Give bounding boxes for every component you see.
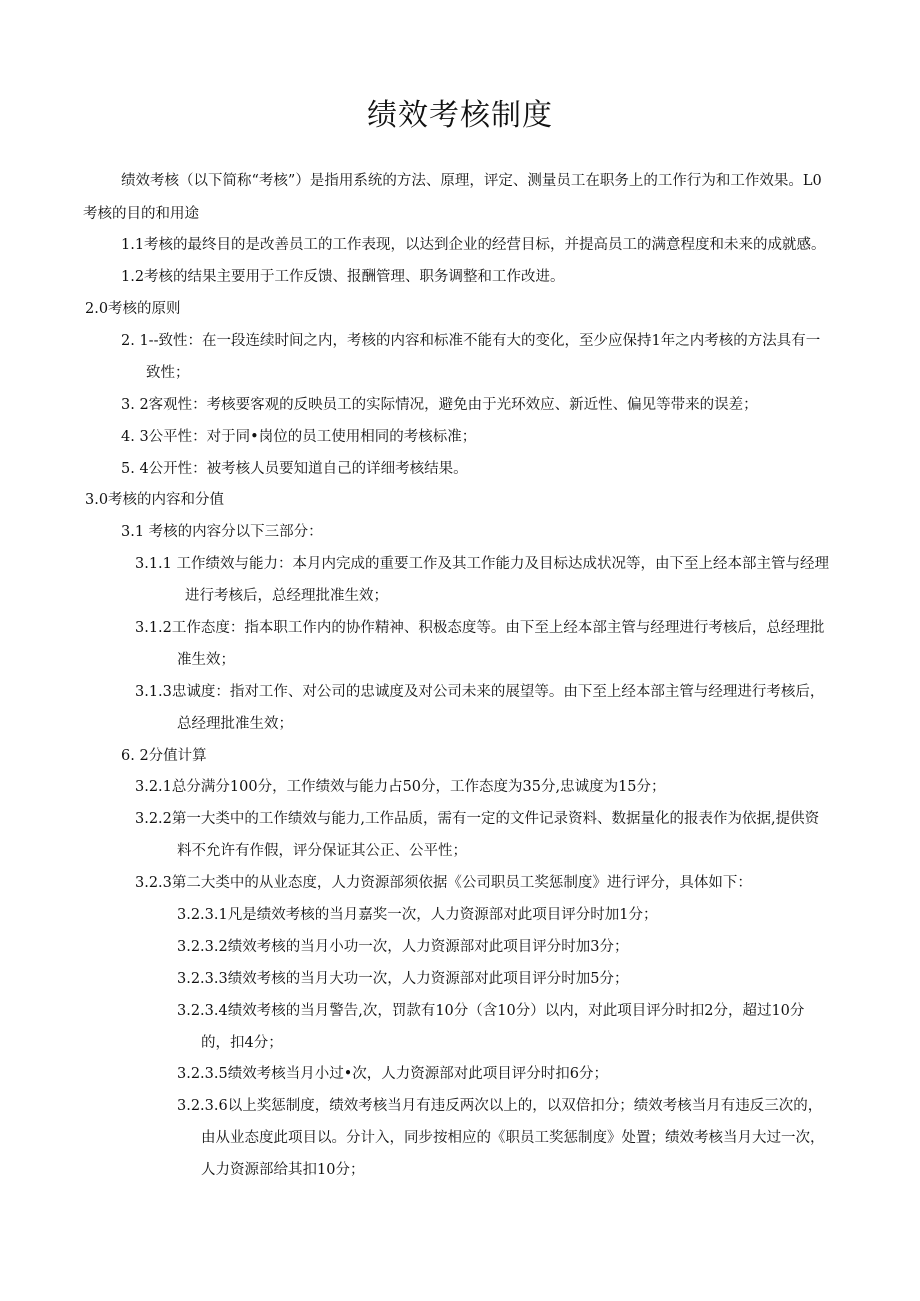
clause-3-2-3-4: 3.2.3.4绩效考核的当月警告,次，罚款有10分（含10分）以内，对此项目评分时扣2分，超过10分 xyxy=(177,1003,805,1019)
clause-2-3: 4. 3公平性：对于同•岗位的员工使用相同的考核标准； xyxy=(121,429,477,445)
clause-3-2-3-6: 3.2.3.6以上奖惩制度，绩效考核当月有违反两次以上的，以双倍扣分；绩效考核当月有违反三次的， xyxy=(177,1098,823,1114)
clause-3-1-1-continued: 进行考核后，总经理批准生效； xyxy=(185,588,388,604)
clause-2-4: 5. 4公开性：被考核人员要知道自己的详细考核结果。 xyxy=(121,461,468,477)
clause-3-2-3-6-continued-1: 由从业态度此项目以。分计入，同步按相应的《职员工奖惩制度》处置；绩效考核当月大过一次， xyxy=(201,1130,825,1146)
clause-2-2: 3. 2客观性：考核要客观的反映员工的实际情况，避免由于光环效应、新近性、偏见等带来的误差； xyxy=(121,397,758,413)
section-heading-content: 3.0考核的内容和分值 xyxy=(85,492,225,508)
clause-1-1: 1.1考核的最终目的是改善员工的工作表现，以达到企业的经营目标，并提高员工的满意程度和未来的成就感。 xyxy=(121,237,826,253)
section-heading-principles: 2.0考核的原则 xyxy=(85,301,181,317)
clause-3-2-3-1: 3.2.3.1凡是绩效考核的当月嘉奖一次，人力资源部对此项目评分时加1分； xyxy=(177,907,658,923)
intro-paragraph-line: 绩效考核（以下简称“考核”）是指用系统的方法、原理，评定、测量员工在职务上的工作行为和工作效果。L0 xyxy=(121,173,822,189)
clause-3-1-3: 3.1.3忠诚度：指对工作、对公司的忠诚度及对公司未来的展望等。由下至上经本部主管与经理进行考核后， xyxy=(135,684,825,700)
section-heading-purpose: 考核的目的和用途 xyxy=(83,206,199,222)
clause-3-2-3-6-continued-2: 人力资源部给其扣10分； xyxy=(201,1162,365,1178)
clause-3-2-3-4-continued: 的，扣4分； xyxy=(201,1035,283,1051)
clause-2-1: 2. 1--致性：在一段连续时间之内，考核的内容和标准不能有大的变化，至少应保持1年之内考核的方法具有一 xyxy=(121,333,821,349)
clause-3-2-1: 3.2.1总分满分100分，工作绩效与能力占50分，工作态度为35分,忠诚度为15分； xyxy=(135,779,666,795)
clause-3-1: 3.1 考核的内容分以下三部分： xyxy=(121,524,323,540)
clause-2-1-continued: 致性； xyxy=(146,365,190,381)
clause-3-1-1: 3.1.1 工作绩效与能力：本月内完成的重要工作及其工作能力及目标达成状况等，由下至上经本部主管与经理 xyxy=(135,556,829,572)
clause-3-2-2-continued: 料不允许有作假，评分保证其公正、公平性； xyxy=(177,843,467,859)
clause-3-1-3-continued: 总经理批准生效； xyxy=(177,716,293,732)
clause-3-2-3-5: 3.2.3.5绩效考核当月小过•次，人力资源部对此项目评分时扣6分； xyxy=(177,1066,609,1082)
document-title: 绩效考核制度 xyxy=(367,98,553,133)
clause-1-2: 1.2考核的结果主要用于工作反馈、报酬管理、职务调整和工作改进。 xyxy=(121,269,565,285)
clause-3-2-3: 3.2.3第二大类中的从业态度，人力资源部须依据《公司职员工奖惩制度》进行评分，具体如下： xyxy=(135,875,752,891)
clause-3-1-2: 3.1.2工作态度：指本职工作内的协作精神、积极态度等。由下至上经本部主管与经理进行考核后，总经理批 xyxy=(135,620,825,636)
clause-3-2-3-2: 3.2.3.2绩效考核的当月小功一次，人力资源部对此项目评分时加3分； xyxy=(177,939,629,955)
clause-3-2-3-3: 3.2.3.3绩效考核的当月大功一次，人力资源部对此项目评分时加5分； xyxy=(177,971,629,987)
clause-3-2: 6. 2分值计算 xyxy=(121,748,207,764)
clause-3-1-2-continued: 准生效； xyxy=(177,652,235,668)
clause-3-2-2: 3.2.2第一大类中的工作绩效与能力,工作品质，需有一定的文件记录资料、数据量化的报表作为依据,提供资 xyxy=(135,811,820,827)
